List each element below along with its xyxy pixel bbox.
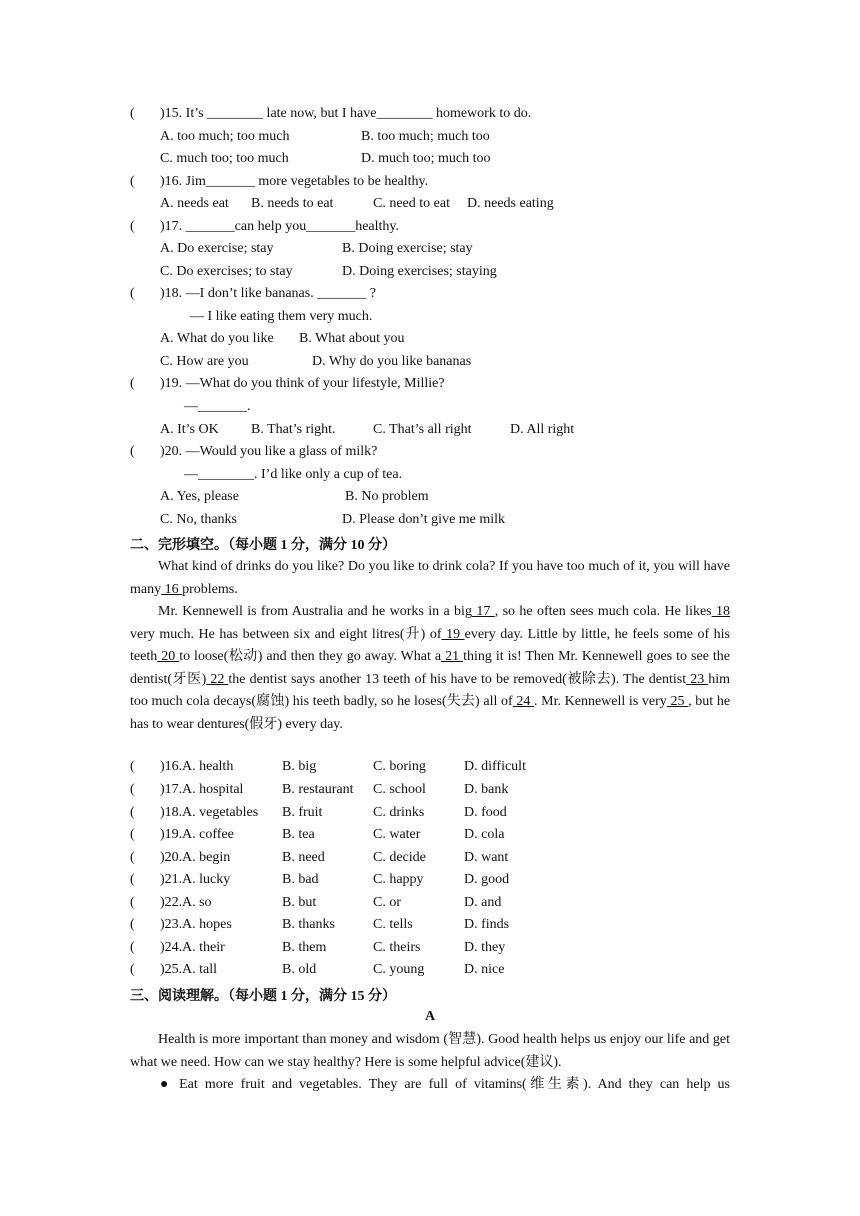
cloze-text: him too much cola decays(腐蚀) his teeth badly, so he loses(失去) all of — [130, 671, 731, 709]
cloze-option-c: C. school — [373, 782, 426, 797]
cloze-text: very much. He has between six and eight litres(升) of — [130, 626, 442, 642]
question-20-option-c: C. No, thanks — [160, 512, 237, 527]
question-15-option-b: B. too much; much too — [361, 129, 490, 144]
cloze-option-d: D. nice — [464, 962, 505, 977]
cloze-option-c: C. boring — [373, 759, 426, 774]
cloze-option-a: A. begin — [182, 850, 231, 865]
cloze-option-d: D. want — [464, 850, 509, 865]
question-18-reply: — I like eating them very much. — [190, 309, 373, 324]
question-20-option-a: A. Yes, please — [160, 489, 239, 504]
cloze-option-a: A. their — [182, 940, 225, 955]
question-20-reply: —________. I’d like only a cup of tea. — [184, 467, 403, 482]
question-19-option-b: B. That’s right. — [251, 422, 336, 437]
cloze-text: , so he often sees much cola. He likes — [494, 604, 712, 619]
cloze-option-b: B. need — [282, 850, 325, 865]
section-3-heading: 三、阅读理解。（每小题 1 分，满分 15 分） — [130, 989, 396, 1004]
reading-text: Health is more important than money and wisdom (智慧). Good health helps us enjoy our life and get what we need. How can we stay healthy? Here is some helpful advice(建议). — [130, 1032, 730, 1070]
cloze-option-num: )20. — [160, 850, 183, 865]
cloze-option-a: A. hospital — [182, 782, 244, 797]
cloze-option-b: B. big — [282, 759, 317, 774]
question-16-option-a: A. needs eat — [160, 196, 229, 211]
answer-paren: ( — [130, 444, 135, 459]
cloze-paragraph-2 — [130, 601, 730, 736]
answer-paren: ( — [130, 962, 135, 977]
cloze-option-d: D. good — [464, 872, 510, 887]
cloze-option-d: D. and — [464, 895, 502, 910]
cloze-option-a: A. health — [182, 759, 234, 774]
answer-paren: ( — [130, 850, 135, 865]
reading-paragraph-1 — [130, 1029, 730, 1074]
cloze-text: What kind of drinks do you like? Do you like to drink cola? If you have too much of it, you will have many — [130, 559, 730, 597]
cloze-blank-23: 23 — [686, 671, 709, 687]
question-19-stem: )19. —What do you think of your lifestyle, Millie? — [160, 376, 445, 391]
cloze-option-b: B. thanks — [282, 917, 335, 932]
cloze-blank-21: 21 — [441, 649, 464, 664]
cloze-option-b: B. but — [282, 895, 317, 910]
answer-paren: ( — [130, 286, 135, 301]
cloze-text: , but he has to wear dentures(假牙) every day. — [130, 694, 731, 732]
cloze-text: Mr. Kennewell is from Australia and he works in a big — [158, 604, 472, 619]
cloze-option-d: D. bank — [464, 782, 509, 797]
section-2-heading: 二、完形填空。（每小题 1 分，满分 10 分） — [130, 538, 396, 553]
question-18-option-c: C. How are you — [160, 354, 249, 369]
cloze-option-b: B. restaurant — [282, 782, 354, 797]
cloze-blank-17: 17 — [471, 604, 495, 619]
cloze-text: every day. Little by little, he feels some of his teeth — [130, 626, 731, 664]
cloze-option-num: )21. — [160, 872, 183, 887]
answer-paren: ( — [130, 174, 135, 189]
cloze-option-a: A. so — [182, 895, 212, 910]
question-20-option-b: B. No problem — [345, 489, 429, 504]
cloze-option-c: C. theirs — [373, 940, 421, 955]
question-19-reply: —_______. — [184, 399, 251, 414]
reading-bullet-1: ● Eat more fruit and vegetables. They are full of vitamins(维生素). And they can help us — [160, 1077, 730, 1092]
cloze-option-a: A. lucky — [182, 872, 231, 887]
question-15-stem: )15. It’s ________ late now, but I have________ homework to do. — [160, 106, 532, 121]
question-17-stem: )17. _______can help you_______healthy. — [160, 219, 399, 234]
question-19-option-c: C. That’s all right — [373, 422, 472, 437]
answer-paren: ( — [130, 805, 135, 820]
question-16-option-b: B. needs to eat — [251, 196, 334, 211]
answer-paren: ( — [130, 940, 135, 955]
answer-paren: ( — [130, 759, 135, 774]
cloze-option-a: A. coffee — [182, 827, 234, 842]
question-17-option-d: D. Doing exercises; staying — [342, 264, 497, 279]
question-15-option-a: A. too much; too much — [160, 129, 290, 144]
cloze-option-b: B. bad — [282, 872, 319, 887]
question-15-option-c: C. much too; too much — [160, 151, 289, 166]
cloze-text: problems. — [182, 581, 238, 597]
question-18-stem: )18. —I don’t like bananas. _______ ? — [160, 286, 376, 301]
question-20-option-d: D. Please don’t give me milk — [342, 512, 506, 527]
cloze-text: the dentist says another 13 teeth of his have to be removed(被除去). The dentist — [228, 671, 687, 687]
answer-paren: ( — [130, 782, 135, 797]
question-19-option-a: A. It’s OK — [160, 422, 219, 437]
cloze-option-d: D. food — [464, 805, 507, 820]
cloze-option-b: B. them — [282, 940, 327, 955]
answer-paren: ( — [130, 917, 135, 932]
question-16-option-c: C. need to eat — [373, 196, 450, 211]
cloze-blank-25: 25 — [666, 694, 689, 709]
cloze-option-c: C. water — [373, 827, 421, 842]
cloze-option-num: )25. — [160, 962, 183, 977]
cloze-option-num: )16. — [160, 759, 183, 774]
cloze-option-a: A. tall — [182, 962, 217, 977]
cloze-option-num: )19. — [160, 827, 183, 842]
question-19-option-d: D. All right — [510, 422, 575, 437]
cloze-option-d: D. they — [464, 940, 506, 955]
question-18-option-b: B. What about you — [299, 331, 405, 346]
question-17-option-a: A. Do exercise; stay — [160, 241, 274, 256]
cloze-text: thing it is! Then Mr. Kennewell goes to see the dentist(牙医) — [130, 649, 731, 687]
cloze-blank-20: 20 — [157, 649, 180, 664]
question-18-option-d: D. Why do you like bananas — [312, 354, 472, 369]
cloze-option-b: B. old — [282, 962, 317, 977]
cloze-option-num: )24. — [160, 940, 183, 955]
question-18-option-a: A. What do you like — [160, 331, 274, 346]
question-17-option-c: C. Do exercises; to stay — [160, 264, 293, 279]
cloze-text: . Mr. Kennewell is very — [534, 694, 667, 709]
cloze-option-c: C. decide — [373, 850, 426, 865]
cloze-text: to loose(松动) and then they go away. What a — [179, 649, 442, 664]
cloze-paragraph-1 — [130, 556, 730, 601]
cloze-blank-19: 19 — [441, 626, 465, 642]
cloze-blank-24: 24 — [512, 694, 534, 709]
answer-paren: ( — [130, 106, 135, 121]
cloze-option-c: C. happy — [373, 872, 424, 887]
cloze-option-num: )22. — [160, 895, 183, 910]
cloze-blank-16: 16 — [161, 581, 183, 597]
answer-paren: ( — [130, 219, 135, 234]
cloze-option-num: )23. — [160, 917, 183, 932]
question-16-stem: )16. Jim_______ more vegetables to be healthy. — [160, 174, 429, 189]
question-15-option-d: D. much too; much too — [361, 151, 491, 166]
answer-paren: ( — [130, 827, 135, 842]
answer-paren: ( — [130, 895, 135, 910]
cloze-option-d: D. cola — [464, 827, 505, 842]
cloze-option-c: C. drinks — [373, 805, 425, 820]
question-20-stem: )20. —Would you like a glass of milk? — [160, 444, 378, 459]
question-17-option-b: B. Doing exercise; stay — [342, 241, 473, 256]
answer-paren: ( — [130, 376, 135, 391]
passage-label: A — [424, 1009, 436, 1024]
cloze-option-d: D. finds — [464, 917, 510, 932]
cloze-option-b: B. tea — [282, 827, 315, 842]
question-16-option-d: D. needs eating — [467, 196, 554, 211]
cloze-blank-18: 18 — [711, 604, 730, 619]
cloze-option-d: D. difficult — [464, 759, 526, 774]
cloze-option-c: C. young — [373, 962, 425, 977]
cloze-option-num: )17. — [160, 782, 183, 797]
cloze-option-a: A. hopes — [182, 917, 232, 932]
cloze-blank-22: 22 — [206, 671, 229, 687]
cloze-option-a: A. vegetables — [182, 805, 259, 820]
cloze-option-c: C. or — [373, 895, 401, 910]
cloze-option-c: C. tells — [373, 917, 413, 932]
cloze-option-b: B. fruit — [282, 805, 323, 820]
answer-paren: ( — [130, 872, 135, 887]
cloze-option-num: )18. — [160, 805, 183, 820]
